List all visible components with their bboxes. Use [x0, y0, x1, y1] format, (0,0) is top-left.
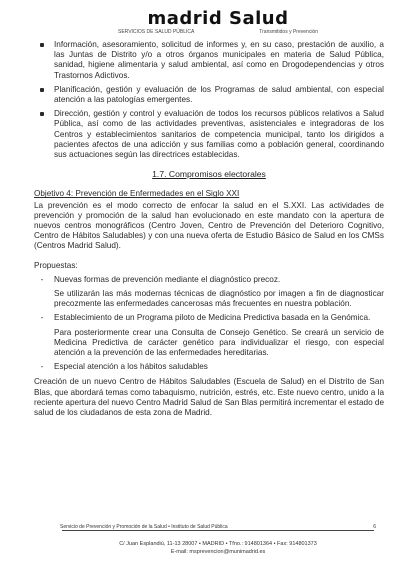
proposal-paragraph: Creación de un nuevo Centro de Hábitos Saludables (Escuela de Salud) en el Distrito de San Blas, que abordará temas como tabaquismo, nutrición, estrés, etc. Este nuevo centro, unido a la reciente apertura del nuevo Centro Madrid Salud de San Blas permitirá incrementar el estado de salud de los ciudadanos de esta zona de Madrid.	[34, 377, 384, 418]
madrid-salud-logo	[118, 10, 318, 36]
dash-marker: -	[40, 313, 44, 323]
logo-sub-right: Transmitidos y Prevención	[259, 29, 318, 35]
proposal-title-text: Establecimiento de un Programa piloto de Medicina Predictiva basada en la Genómica.	[54, 313, 371, 323]
proposal-paragraph: Para posteriormente crear una Consulta de Consejo Genético. Se creará un servicio de Medicina Predictiva de carácter genético para individualizar el riesgo, con especial atención a la prevención de las enfermedades hereditarias.	[54, 327, 384, 358]
footer-divider	[62, 530, 374, 531]
logo-text: madrid Salud	[147, 8, 289, 29]
proposal-title	[34, 362, 384, 372]
proposal-title-text: Nuevas formas de prevención mediante el diagnóstico precoz.	[54, 274, 281, 284]
intro-bullet: Dirección, gestión y control y evaluación de todos los recursos públicos relativos a Salud Pública, así como de las actividades preventivas, asistenciales e integradoras de los Centros y establecimientos sanitarios de competencia municipal, tanto los dirigidos a pacientes afectos de una adicción y sus familias como a población general, coordinando sus actuaciones según las directrices establecidas.	[34, 109, 384, 160]
proposal-paragraph: Se utilizarán las más modernas técnicas de diagnóstico por imagen a fin de diagnosticar precozmente las enfermedades cancerosas más frecuentes en nuestra población.	[54, 289, 384, 309]
proposal-item	[34, 275, 384, 310]
proposal-title	[34, 313, 384, 323]
proposal-item	[34, 313, 384, 358]
footer-email: E-mail: msprevencion@munimadrid.es	[170, 549, 266, 555]
objective-heading: Objetivo 4: Prevención de Enfermedades en el Siglo XXI	[34, 189, 240, 199]
dash-marker: -	[40, 274, 44, 284]
footer-service: Servicio de Prevención y Promoción de la Salud • Instituto de Salud Pública	[60, 524, 228, 530]
footer-address: C/ Juan Esplandiú, 11-13 28007 • MADRID • Tfno.: 914801364 • Fax: 914801373	[119, 541, 317, 547]
intro-bullet-list	[34, 40, 384, 160]
dash-marker: -	[40, 362, 44, 372]
proposal-item	[34, 362, 384, 418]
intro-bullet: Información, asesoramiento, solicitud de informes y, en su caso, prestación de auxilio, a las Juntas de Distrito y/o a otros órganos municipales en materia de Salud Pública, sanidad, higiene alimentaria y salud ambiental, así como en Drogodependencias y otros Trastornos Adictivos.	[34, 40, 384, 81]
footer-contact	[60, 540, 376, 556]
logo-subtitles	[118, 29, 318, 35]
objective-paragraph: La prevención es el modo correcto de enfocar la salud en el S.XXI. Las actividades de prevención y promoción de la salud han evolucionado en este mandato con la apertura de nuevos centros monográficos (Centro Joven, Centro de Prevención del Deterioro Cognitivo, Centro de Hábitos Saludables) y con una nueva oferta de Estudio Básico de Salud en los CMSs (Centros Madrid Salud).	[34, 200, 384, 251]
proposals-label: Propuestas:	[34, 260, 78, 270]
proposal-title-text: Especial atención a los hábitos saludables	[54, 362, 208, 372]
intro-bullet: Planificación, gestión y evaluación de los Programas de salud ambiental, con especial atención a las patologías emergentes.	[34, 85, 384, 105]
page-number: 6	[373, 524, 376, 530]
document-body	[34, 40, 384, 418]
section-title: 1.7. Compromisos electorales	[152, 169, 266, 180]
proposal-title	[34, 275, 384, 285]
logo-sub-left: SERVICIOS DE SALUD PÚBLICA	[118, 29, 195, 35]
